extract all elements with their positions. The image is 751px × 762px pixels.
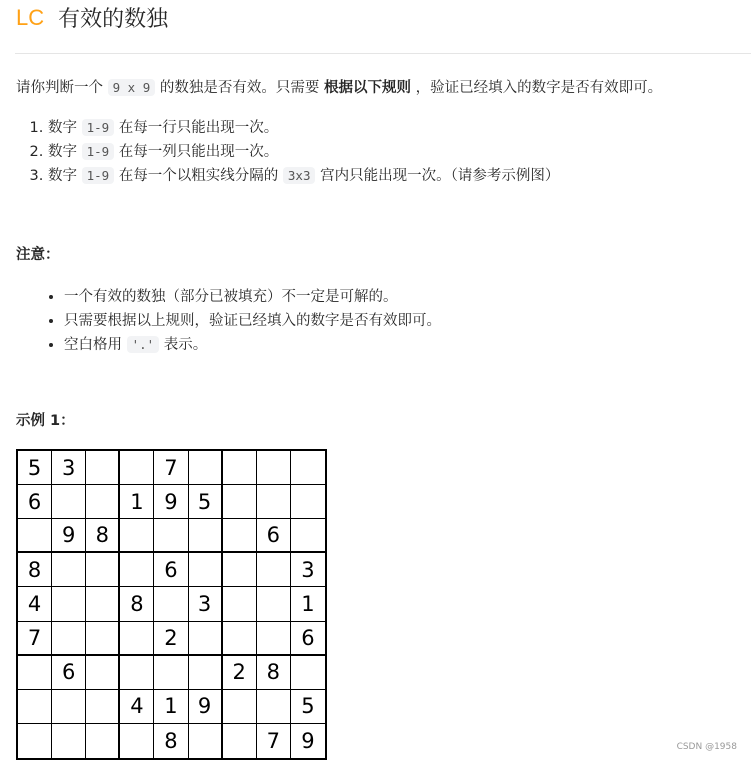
sudoku-cell (257, 485, 291, 519)
sudoku-cell (86, 724, 120, 758)
sudoku-cell: 9 (189, 690, 223, 724)
sudoku-cell: 6 (154, 553, 188, 587)
sudoku-cell (257, 622, 291, 656)
sudoku-cell (120, 622, 154, 656)
sudoku-cell: 7 (257, 724, 291, 758)
problem-title: 有效的数独 (58, 7, 169, 32)
sudoku-cell: 6 (291, 622, 325, 656)
rules-list (48, 116, 559, 188)
sudoku-cell (86, 587, 120, 621)
list-item: 2. 数字 1-9 在每一列只能出现一次。 (48, 140, 559, 164)
sudoku-cell (52, 587, 86, 621)
sudoku-cell (86, 485, 120, 519)
list-item: 1. 数字 1-9 在每一行只能出现一次。 (48, 116, 559, 140)
sudoku-cell (223, 690, 257, 724)
sudoku-cell (154, 656, 188, 690)
sudoku-cell: 2 (223, 656, 257, 690)
sudoku-cell: 1 (291, 587, 325, 621)
sudoku-cell (52, 485, 86, 519)
sudoku-cell (223, 451, 257, 485)
sudoku-cell (257, 690, 291, 724)
notes-list (64, 285, 441, 357)
sudoku-cell (120, 553, 154, 587)
sudoku-cell: 8 (86, 519, 120, 553)
sudoku-cell: 6 (52, 656, 86, 690)
sudoku-cell: 9 (52, 519, 86, 553)
sudoku-cell (86, 451, 120, 485)
sudoku-cell (189, 724, 223, 758)
sudoku-cell: 8 (257, 656, 291, 690)
sudoku-cell: 3 (189, 587, 223, 621)
sudoku-cell (18, 690, 52, 724)
sudoku-cell (18, 519, 52, 553)
sudoku-cell (223, 485, 257, 519)
list-item: • 一个有效的数独（部分已被填充）不一定是可解的。 (64, 285, 441, 309)
watermark: CSDN @1958 (676, 742, 737, 752)
sudoku-cell (189, 656, 223, 690)
sudoku-cell (52, 622, 86, 656)
sudoku-cell (291, 451, 325, 485)
sudoku-cell (18, 656, 52, 690)
leetcode-logo: LC (16, 4, 45, 30)
sudoku-cell (189, 553, 223, 587)
sudoku-cell: 5 (291, 690, 325, 724)
list-item: • 只需要根据以上规则，验证已经填入的数字是否有效即可。 (64, 309, 441, 333)
sudoku-cell (52, 690, 86, 724)
sudoku-cell: 9 (154, 485, 188, 519)
sudoku-cell (257, 587, 291, 621)
sudoku-cell (291, 656, 325, 690)
sudoku-cell (86, 690, 120, 724)
sudoku-cell (291, 519, 325, 553)
divider (15, 53, 751, 54)
sudoku-cell (223, 519, 257, 553)
sudoku-cell: 6 (257, 519, 291, 553)
sudoku-cell (52, 724, 86, 758)
page-title (16, 2, 168, 33)
sudoku-cell: 8 (154, 724, 188, 758)
sudoku-cell: 7 (18, 622, 52, 656)
sudoku-cell (120, 656, 154, 690)
sudoku-cell: 3 (52, 451, 86, 485)
sudoku-board (16, 449, 327, 760)
example-heading: 示例 1： (16, 413, 75, 429)
sudoku-cell (120, 451, 154, 485)
sudoku-cell (223, 587, 257, 621)
sudoku-cell: 8 (120, 587, 154, 621)
sudoku-cell (120, 724, 154, 758)
sudoku-cell (52, 553, 86, 587)
sudoku-cell (86, 622, 120, 656)
sudoku-cell (189, 622, 223, 656)
sudoku-cell: 2 (154, 622, 188, 656)
sudoku-cell: 4 (120, 690, 154, 724)
sudoku-cell: 3 (291, 553, 325, 587)
sudoku-cell: 5 (18, 451, 52, 485)
sudoku-cell (189, 519, 223, 553)
list-item: 3. 数字 1-9 在每一个以粗实线分隔的 3x3 宫内只能出现一次。（请参考示例图） (48, 164, 559, 188)
sudoku-cell (120, 519, 154, 553)
sudoku-cell (257, 451, 291, 485)
sudoku-cell (18, 724, 52, 758)
sudoku-cell (154, 519, 188, 553)
sudoku-cell (291, 485, 325, 519)
sudoku-cell (223, 622, 257, 656)
sudoku-cell (257, 553, 291, 587)
sudoku-cell (223, 553, 257, 587)
sudoku-cell: 6 (18, 485, 52, 519)
sudoku-cell (223, 724, 257, 758)
sudoku-cell: 4 (18, 587, 52, 621)
sudoku-cell (189, 451, 223, 485)
list-item: • 空白格用 '.' 表示。 (64, 333, 441, 357)
sudoku-cell: 1 (120, 485, 154, 519)
sudoku-cell (86, 553, 120, 587)
intro-text: 请你判断一个 9 x 9 的数独是否有效。只需要 根据以下规则 ，验证已经填入的数字是否有效即可。 (16, 80, 663, 96)
note-heading: 注意： (16, 247, 60, 263)
sudoku-cell (86, 656, 120, 690)
sudoku-cell: 7 (154, 451, 188, 485)
sudoku-cell (154, 587, 188, 621)
sudoku-cell: 1 (154, 690, 188, 724)
sudoku-cell: 5 (189, 485, 223, 519)
sudoku-cell: 9 (301, 728, 315, 753)
sudoku-cell: 8 (18, 553, 52, 587)
